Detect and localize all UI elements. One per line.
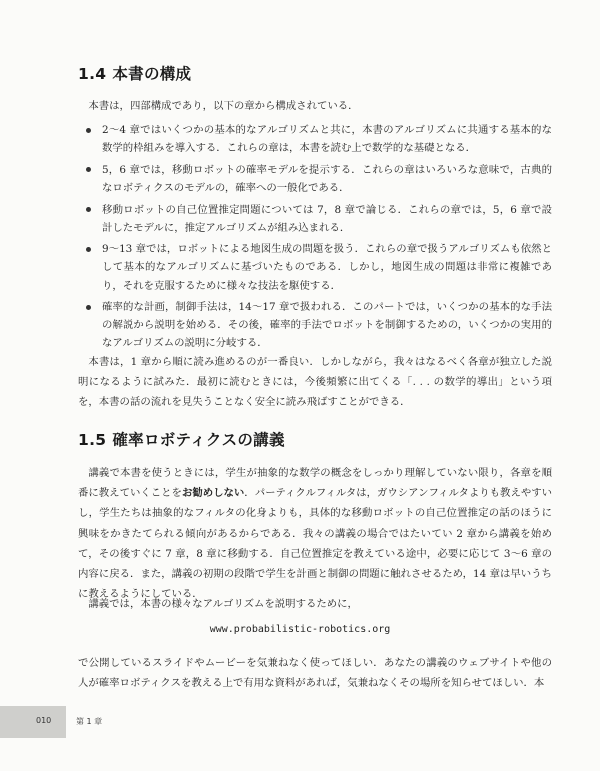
list-item-text: 5，6 章では，移動ロボットの確率モデルを提示する．これらの章はいろいろな意味で，古典的なロボティクスのモデルの，確率への一般化である． [102,163,552,194]
section-title: 本書の構成 [112,65,192,83]
emphasis-text: お勧めしない [181,487,245,500]
section-heading-1-5 [78,428,285,450]
slides-intro-paragraph: 講義では，本書の様々なアルゴリズムを説明するために， [88,598,358,610]
list-item [78,240,552,294]
list-item-text: 移動ロボットの自己位置推定問題については 7，8 章で論じる．これらの章では，5，6 章で設計したモデルに，推定アルゴリズムが組み込まれる． [102,203,552,234]
bullet-icon [86,247,91,252]
bullet-icon [86,167,91,172]
bullet-icon [86,207,91,212]
section-number: 1.4 [78,65,107,83]
bullet-icon [86,128,91,133]
website-url[interactable]: www.probabilistic-robotics.org [209,624,391,635]
chapter-list [78,121,552,356]
section-title: 確率ロボティクスの講義 [112,431,285,449]
list-item-text: 9〜13 章では，ロボットによる地図生成の問題を扱う．これらの章で扱うアルゴリズムも依然として基本的なアルゴリズムに基づいたものである．しかし，地図生成の問題は非常に複雑であり，それを克服するために様々な技法を駆使する． [102,243,552,292]
page-number-tab [0,706,66,738]
list-item-text: 確率的な計画，制御手法は，14〜17 章で扱われる．このパートでは，いくつかの基本的な手法の解説から説明を始める．その後，確率的手法でロボットを制御するための，いくつかの実用的なアルゴリズムの説明に分岐する． [102,301,552,350]
page-number: 010 [36,716,52,725]
lecture-paragraph [78,463,552,604]
section-heading-1-4 [78,62,191,84]
intro-paragraph: 本書は，四部構成であり，以下の章から構成されている． [88,100,359,112]
list-item-text: 2〜4 章ではいくつかの基本的なアルゴリズムと共に，本書のアルゴリズムに共通する基本的な数学的枠組みを導入する．これらの章は，本書を読む上で数学的な基礎となる． [102,124,552,155]
section-number: 1.5 [78,431,107,449]
closing-paragraph: 本書は，1 章から順に読み進めるのが一番良い．しかしながら，我々はなるべく各章が独立した説明になるように試みた．最初に読むときには，今後頻繁に出てくる「. . . の数学的導出」という項を，本書の話の流れを見失うことなく安全に読み飛ばすことができる． [78,356,552,409]
list-item [78,161,552,197]
running-footer-chapter: 第 1 章 [76,717,103,726]
list-item [78,121,552,157]
slides-paragraph: で公開しているスライドやムービーを気兼ねなく使ってほしい．あなたの講義のウェブサイトや他の人が確率ロボティクスを教える上で有用な資料があれば，気兼ねなくその場所を知らせてほしい．本 [78,657,552,690]
list-item [78,298,552,352]
text-run: ．パーティクルフィルタは，ガウシアンフィルタよりも教えやすいし，学生たちは抽象的なフィルタの化身よりも，具体的な移動ロボットの自己位置推定の話のほうに興味をかきたてられる傾向があるからである．我々の講義の場合ではたいてい 2 章から講義を始めて，その後すぐに 7 章，8 章に移動する．自己位置推定を教えている途中，必要に応じて 3〜6 章の内容に戻る．また，講義の初期の段階で学生を計画と制御の問題に触れさせるため，14 章は早いうちに教えるようにしている． [78,487,553,601]
text-run: 講義で本書を使うときには，学生が抽象的な数学の概念をしっかり理解していない限り，各章を順番に教えていくことを [78,467,552,500]
bullet-icon [86,305,91,310]
list-item [78,201,552,237]
